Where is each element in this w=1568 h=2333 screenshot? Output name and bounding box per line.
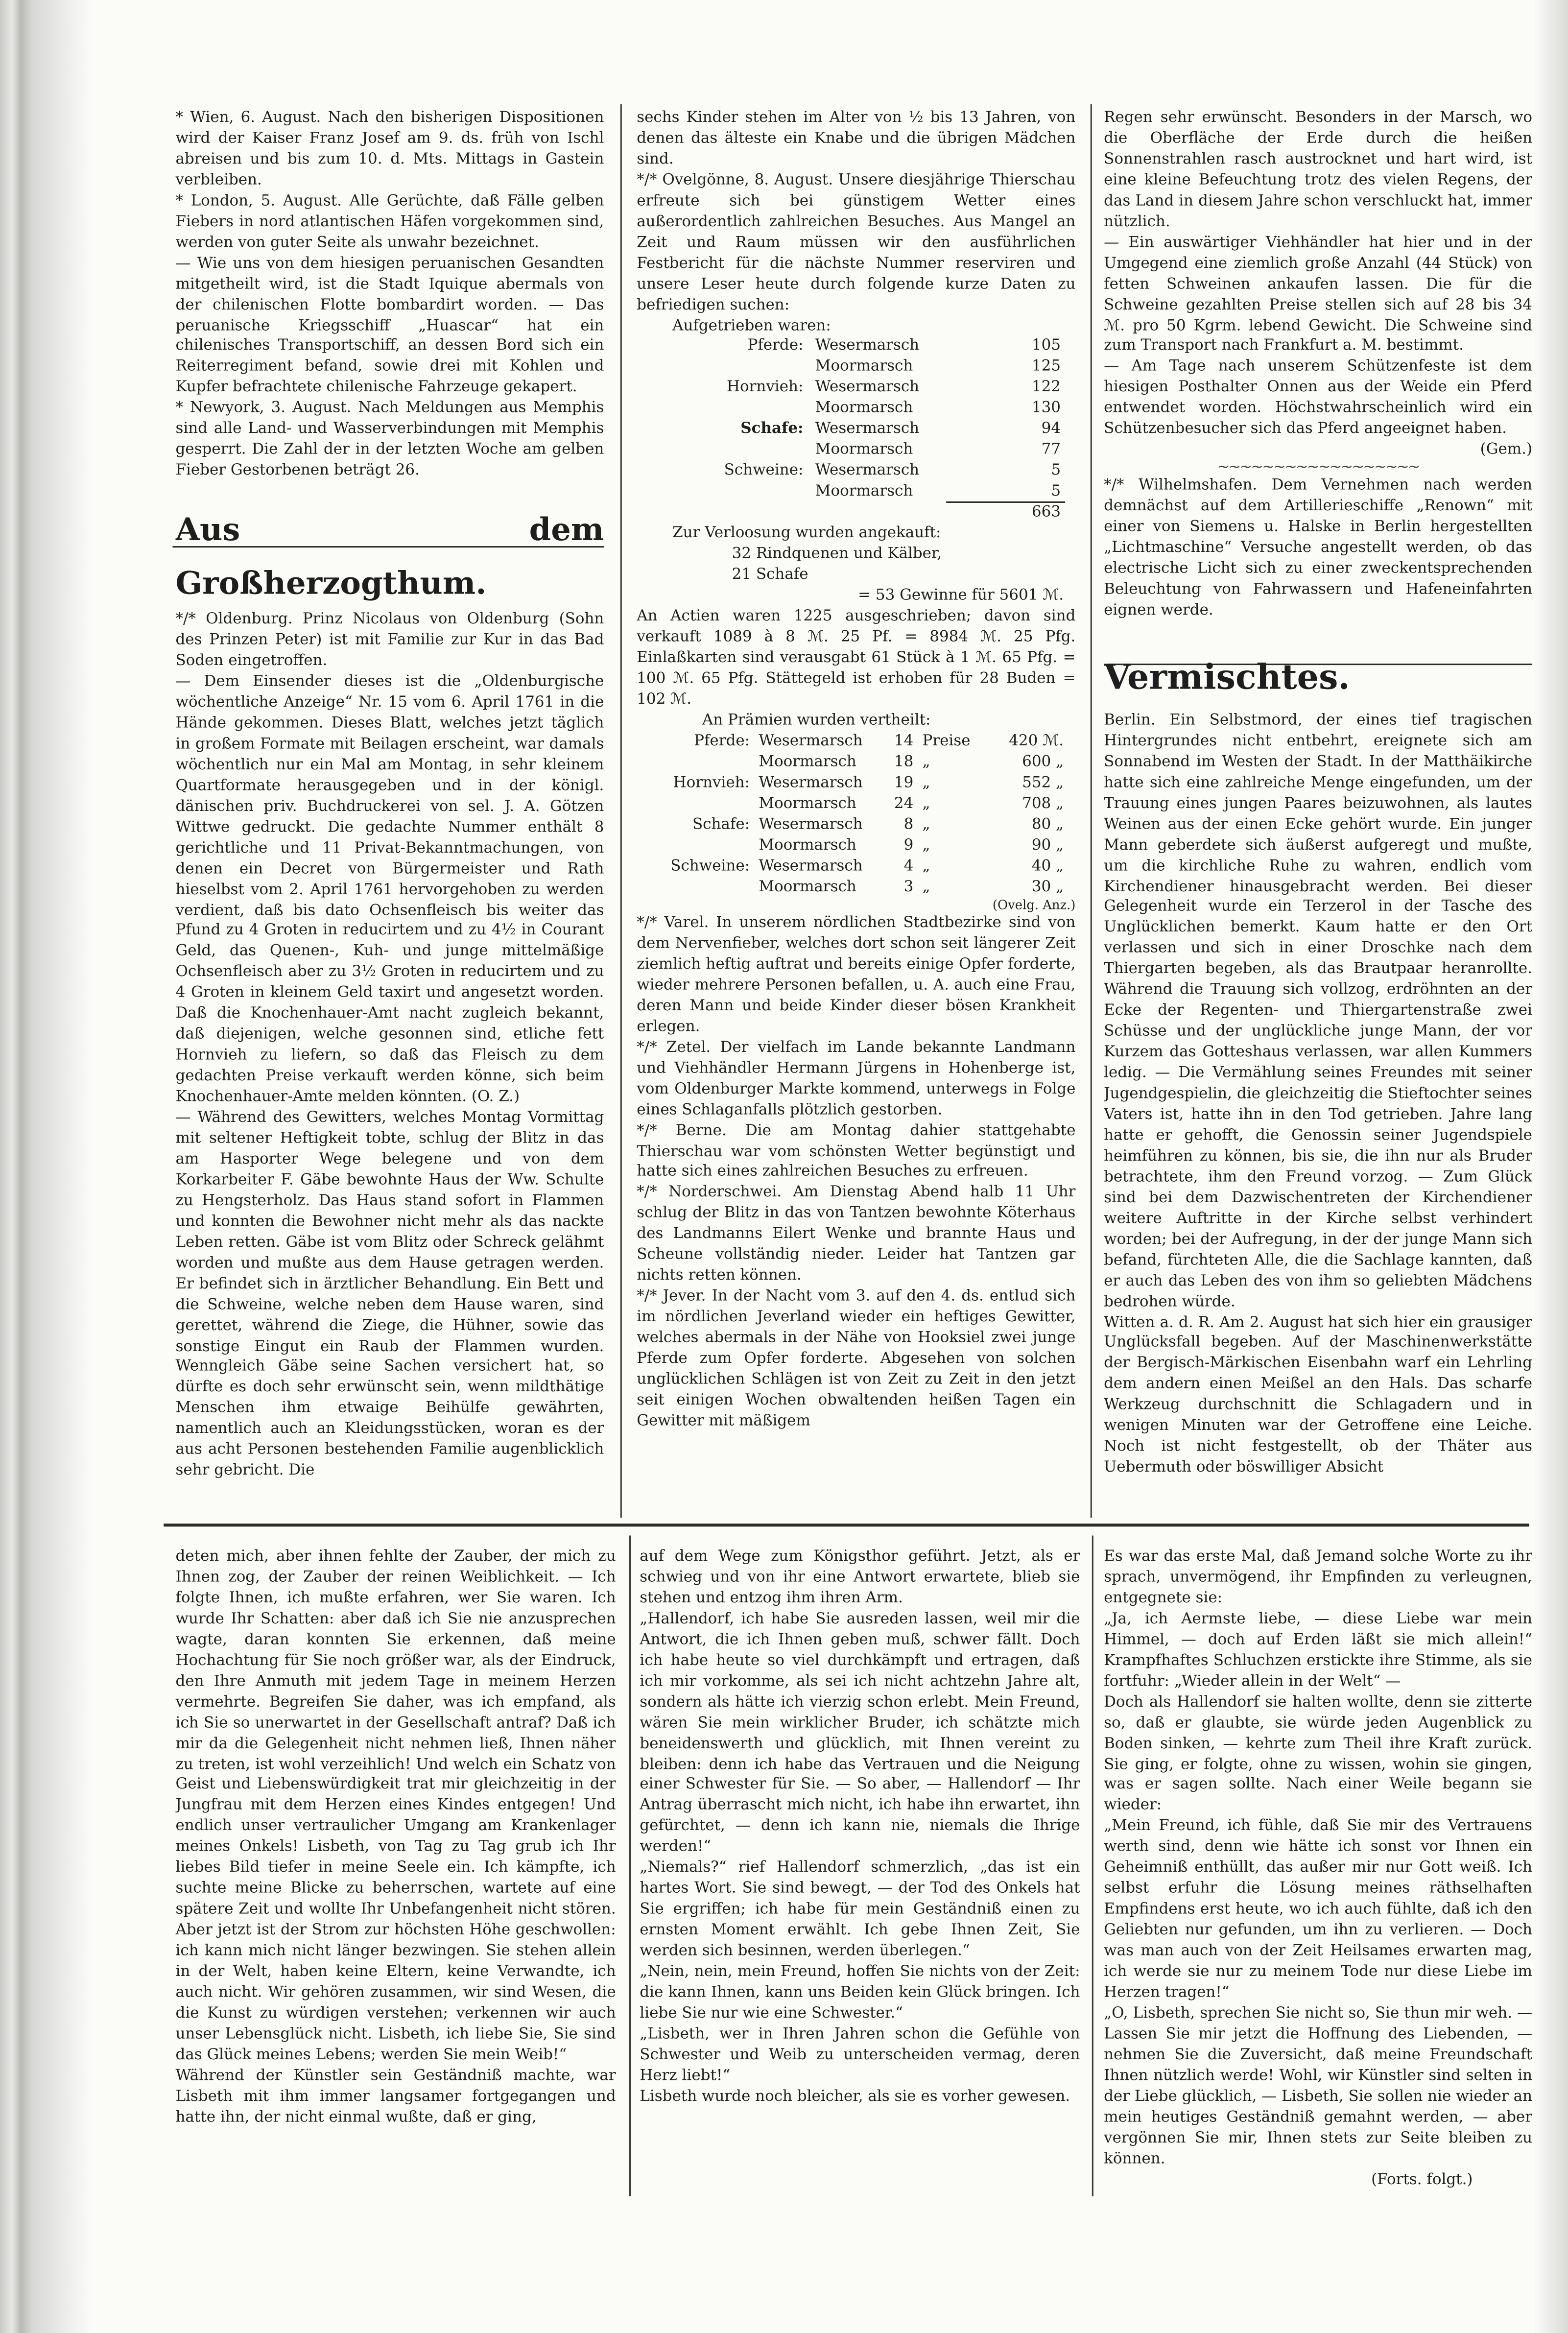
- auftrieb-region: Wesermarsch: [815, 463, 920, 480]
- news-berne: */* Berne. Die am Montag dahier stattgehabte Thierschau war vom schönsten Wetter begünstigt und hatte sich eines zahlreichen Besuches zu erfreuen.: [637, 1122, 1076, 1181]
- praemien-table: [637, 732, 1075, 899]
- praemien-value: 80 „: [1031, 817, 1064, 833]
- praemien-animal: Hornvieh:: [673, 775, 750, 792]
- book-page-edge-right: [1535, 0, 1568, 2333]
- column-rule-4: [629, 1536, 631, 2196]
- verloosung-rinder: 32 Rindquenen und Kälber,: [732, 547, 942, 563]
- feuilleton-column-1: [175, 1547, 616, 2196]
- praemien-value: 30 „: [1031, 879, 1064, 896]
- news-pferd: — Am Tage nach unserem Schützenfeste ist dem hiesigen Posthalter Onnen aus der Weide ein Pferd entwendet worden. Höchstwahrscheinlich wird ein Schützenbesucher sich das Pferd angeeignet haben.: [1104, 359, 1533, 438]
- praemien-count: 4: [903, 858, 914, 875]
- feuilleton-p3: auf dem Wege zum Königsthor geführt. Jetzt, als er schwieg und von ihr eine Antwort erwartete, blieb sie stehen und entzog ihm ihren Arm.: [640, 1548, 1080, 1607]
- feuilleton-p2: Während der Künstler sein Geständniß machte, war Lisbeth mit ihm immer langsamer fortgegangen und hatte ihn, der nicht einmal wußte, daß er ging,: [175, 2068, 616, 2126]
- praemien-unit: „: [922, 837, 930, 855]
- verloosung-schafe: 21 Schafe: [732, 567, 808, 584]
- auftrieb-title: Aufgetrieben waren:: [672, 317, 831, 334]
- news-berlin: Berlin. Ein Selbstmord, der eines tief tragischen Hintergrundes nicht entbehrt, ereignete sich am Sonnabend im Westen der Stadt. In der Matthäikirche hatte sich eine zahlreiche Menge eingefunden, um der Trauung eines jungen Paares beizuwohnen, als lautes Weinen aus der einen Ecke gehört wurde. Ein junger Mann geberdete sich äußerst aufgeregt und mußte, um die kirchliche Ruhe zu wahren, endlich vom Kirchendiener hinausgebracht werden. Bei dieser Gelegenheit wurde ein Terzerol in der Tasche des Unglücklichen bemerkt. Kaum hatte er den Ort verlassen und sich in einer Droschke nach dem Thiergarten begeben, als das Brautpaar heranrollte. Während die Trauung sich vollzog, erdröhnten an der Ecke der Regenten- und Thiergartenstraße zwei Schüsse und der unglückliche junge Mann, der vor Kurzem das Gotteshaus verlassen, war allen Kummers ledig. — Die Vermählung seines Freundes mit seiner Jugendgespielin, die gleichzeitig die Stieftochter seines Vaters ist, hatte ihn in den Tod getrieben. Jahre lang hatte er gehofft, die Genossin seiner Jugendspiele heimführen zu können, bis sie, die ihn nur als Bruder betrachtete, ihm den Freund vorzog. — Zum Glück sind bei dem Dazwischentreten der Kirchendiener weitere Auftritte in der Kirche selbst verhindert worden; bei der Aufregung, in der der junge Mann sich befand, fürchteten Alle, die die Sachlage kannten, daß er auch das Leben des von ihm so geliebten Mädchens bedrohen würde.: [1104, 712, 1533, 1310]
- praemien-title: An Prämien wurden vertheilt:: [702, 713, 931, 729]
- news-gewitter: — Während des Gewitters, welches Montag Vormittag mit seltener Heftigkeit tobte, schlug der Blitz in das am Hasporter Wege belegene und von dem Korkarbeiter F. Gäbe bewohnte Haus der Ww. Schulte zu Hengsterholz. Das Haus stand sofort in Flammen und konnten die Bewohner nicht mehr als das nackte Leben retten. Gäbe ist vom Blitz oder Schreck gelähmt worden und mußte aus dem Hause getragen werden. Er befindet sich in ärztlicher Behandlung. Ein Bett und die Schweine, welche neben dem Hause waren, sind gerettet, während die Ziege, die Hühner, sowie das sonstige Eingut ein Raub der Flammen wurden. Wenngleich Gäbe seine Sachen versichert hat, so dürfte es doch sehr erwünscht sein, wenn mildthätige Menschen ihm etwaige Beihülfe gewährten, namentlich auch an Kleidungsstücken, woran es der aus acht Personen bestehenden Familie augenblicklich sehr gebricht. Die: [175, 1110, 604, 1479]
- praemien-count: 19: [894, 775, 914, 792]
- praemien-count: 14: [894, 733, 914, 750]
- auftrieb-animal: Schweine:: [724, 463, 804, 480]
- wavy-separator: ~~~~~~~~~~~~~~~~~~: [1217, 460, 1419, 476]
- feuilleton-p9: Es war das erste Mal, daß Jemand solche Worte zu ihr sprach, unvermögend, ihr Empfinden zu verleugnen, entgegnete sie:: [1104, 1548, 1533, 1607]
- verloosung-title: Zur Verloosung wurden angekauft:: [672, 525, 941, 543]
- news-jever: */* Jever. In der Nacht vom 3. auf den 4. ds. entlud sich im nördlichen Jeverland wieder ein heftiges Gewitter, welches abermals in der Nähe von Hooksiel zwei junge Pferde zum Opfer forderte. Abgesehen von solchen unglücklichen Schlägen ist von Zeit zu Zeit in den jetzt seit einigen Wochen obwaltenden heißen Tagen ein Gewitter mit mäßigem: [637, 1288, 1076, 1430]
- praemien-region: Wesermarsch: [759, 858, 863, 875]
- news-norderschwei: */* Norderschwei. Am Dienstag Abend halb 11 Uhr schlug der Blitz in das von Tantzen bewohnte Köterhaus des Landmanns Eilert Wenke und brannte Haus und Scheune vollständig nieder. Leider hat Tantzen gar nichts retten können.: [637, 1185, 1076, 1285]
- auftrieb-count: 122: [1031, 380, 1061, 397]
- praemien-unit: „: [922, 817, 930, 833]
- news-london: * London, 5. August. Alle Gerüchte, daß Fälle gelben Fiebers in nord atlantischen Häfen vorgekommen sind, werden von guter Seite als unwahr bezeichnet.: [175, 193, 604, 251]
- praemien-region: Moormarsch: [759, 879, 856, 896]
- news-varel: */* Varel. In unserem nördlichen Stadtbezirke sind von dem Nervenfieber, welches dort schon seit längerer Zeit ziemlich heftig auftrat und bereits einige Opfer forderte, wieder mehrere Personen befallen, u. A. auch eine Frau, deren Mann und beide Kinder dieser bösen Krankheit erlegen.: [637, 915, 1076, 1035]
- feuilleton-p1: deten mich, aber ihnen fehlte der Zauber, der mich zu Ihnen zog, der Zauber der reinen Weiblichkeit. — Ich folgte Ihnen, ich mußte erfahren, wer Sie waren. Ich wurde Ihr Schatten: aber daß ich Sie nie anzusprechen wagte, daran konnten Sie erkennen, daß meine Hochachtung für Sie noch größer war, als der Eindruck, den Ihre Anmuth mit jedem Tage in meinem Herzen vermehrte. Begreifen Sie daher, was ich empfand, als ich Sie so unerwartet in der Gesellschaft antraf? Daß ich mir da die Gelegenheit nicht nehmen ließ, Ihnen näher zu treten, ist wohl verzeihlich! Und welch ein Schatz von Geist und Liebenswürdigkeit trat mir gleichzeitig in der Jungfrau mit dem Herzen eines Kindes entgegen! Und endlich unser vertraulicher Umgang am Krankenlager meines Onkels! Lisbeth, von Tag zu Tag grub ich Ihr liebes Bild tiefer in meine Seele ein. Ich kämpfte, ich suchte meine Blicke zu beherrschen, wartete auf eine spätere Zeit und wollte Ihr Unbefangenheit nicht stören. Aber jetzt ist der Strom zur höchsten Höhe geschwollen: ich kann mich nicht länger bezwingen. Sie stehen allein in der Welt, haben keine Eltern, keine Verwandte, ich auch nicht. Wir gehören zusammen, wir sind Wesen, die die Kunst zu würdigen verstehen; verkennen wir auch unser Lebensglück nicht. Lisbeth, ich liebe Sie, Sie sind das Glück meines Lebens; werden Sie mein Weib!“: [175, 1548, 616, 2064]
- auftrieb-region: Moormarsch: [815, 401, 913, 418]
- news-actien: An Actien waren 1225 ausgeschrieben; davon sind verkauft 1089 à 8 ℳ. 25 Pf. = 8984 ℳ. 25 Pfg. Einlaßkarten sind verausgabt 61 Stück à 1 ℳ. 65 Pfg. = 100 ℳ. 65 Pfg. Stättegeld ist erhoben für 28 Buden = 102 ℳ.: [637, 609, 1076, 709]
- praemien-region: Wesermarsch: [759, 817, 863, 833]
- news-anzeige-1761: — Dem Einsender dieses ist die „Oldenburgische wöchentliche Anzeige“ Nr. 15 vom 6. April 1761 in die Hände gekommen. Dieses Blatt, welches jetzt täglich in großem Formate mit Beilagen erscheint, war damals wöchentlich nur ein Mal am Montag, in sehr kleinem Quartformate herausgegeben und in der königl. dänischen priv. Buchdruckerei von sel. J. A. Götzen Wittwe gedruckt. Die gedachte Nummer enthält 8 gerichtliche und 11 Privat-Bekanntmachungen, von denen ein Decret von Bürgermeister und Rath hieselbst vom 2. April 1761 hervorgehoben zu werden verdient, daß bis dato Ochsenfleisch bis weiter das Pfund zu 4 Groten in reducirtem und zu 4½ in Courant Geld, das Quenen-, Kuh- und junge mittelmäßige Ochsenfleisch aber zu 3½ Groten in reducirtem und zu 4 Groten in kleinem Geld taxirt und angesetzt worden. Daß die Knochenhauer-Amt nacht zugleich bekannt, daß diejenigen, welche gesonnen sind, etliche fett Hornvieh zu liefern, so daß das Fleisch zu dem gedachten Preise verkauft werden könne, sich beim Knochenhauer-Amte melden könnten. (O. Z.): [175, 674, 604, 1106]
- news-kinder-cont: sechs Kinder stehen im Alter von ½ bis 13 Jahren, von denen das älteste ein Knabe und die übrigen Mädchen sind.: [637, 110, 1076, 168]
- praemien-unit: „: [922, 754, 930, 771]
- feuilleton-p6: „Nein, nein, mein Freund, hoffen Sie nichts von der Zeit: die kann Ihnen, kann uns Beiden kein Glück bringen. Ich liebe Sie nur wie eine Schwester.“: [640, 1964, 1080, 2022]
- news-vienna: * Wien, 6. August. Nach den bisherigen Dispositionen wird der Kaiser Franz Josef am 9. ds. früh von Ischl abreisen und bis zum 10. d. Mts. Mittags in Gastein verbleiben.: [175, 110, 604, 189]
- feuilleton-p10: „Ja, ich Aermste liebe, — diese Liebe war mein Himmel, — doch auf Erden läßt sie mich allein!“ Krampfhaftes Schluchzen erstickte ihre Stimme, als sie fortfuhr: „Wieder allein in der Welt“ —: [1104, 1611, 1533, 1690]
- auftrieb-region: Wesermarsch: [815, 422, 920, 438]
- feuilleton-column-3: [1104, 1547, 1532, 2196]
- feuilleton-p11: Doch als Hallendorf sie halten wollte, denn sie zitterte so, daß er glaubte, sie würde jeden Augenblick zu Boden sinken, — kehrte zum Theil ihre Kraft zurück. Sie ging, er folgte, ohne zu wissen, wohin sie gingen, was er sagen sollte. Nach einer Weile begann sie wieder:: [1104, 1694, 1533, 1815]
- praemien-count: 9: [903, 837, 914, 855]
- auftrieb-region: Moormarsch: [815, 442, 913, 459]
- feuilleton-p8: Lisbeth wurde noch bleicher, als sie es vorher gewesen.: [640, 2089, 1070, 2105]
- praemien-animal: Schweine:: [670, 858, 750, 875]
- praemien-count: 8: [903, 817, 914, 833]
- praemien-value: 708 „: [1022, 796, 1064, 812]
- news-ovelgoenne: */* Ovelgönne, 8. August. Unsere diesjährige Thierschau erfreute sich bei günstigem Wetter eines außerordentlich zahlreichen Besuches. Aus Mangel an Zeit und Raum müssen wir den ausführlichen Festbericht für die nächste Nummer reserviren und unsere Leser heute durch folgende kurze Daten zu befriedigen suchen:: [637, 172, 1076, 313]
- praemien-count: 24: [894, 796, 914, 812]
- feuilleton-divider: [164, 1524, 1529, 1526]
- auftrieb-table: [637, 337, 1075, 503]
- feuilleton-p4: „Hallendorf, ich habe Sie ausreden lassen, weil mir die Antwort, die ich Ihnen geben muß, schwer fällt. Doch ich habe heute so viel durchkämpft und ertragen, daß ich mir vorkomme, als sei ich nicht achtzehn Jahre alt, sondern als hätte ich vierzig schon erlebt. Mein Freund, wären Sie mein wirklicher Bruder, ich schätzte mich beneidenswerth und glücklich, mit Ihnen vereint zu bleiben: denn ich habe das Vertrauen und die Neigung einer Schwester für Sie. — So aber, — Hallendorf — Ihr Antrag überrascht mich nicht, ich habe ihn erwartet, ihn gefürchtet, — denn ich kann nie, niemals die Ihrige werden!“: [640, 1611, 1080, 1856]
- praemien-value: 40 „: [1031, 858, 1064, 875]
- column-2: [637, 109, 1075, 1513]
- column-rule-2: [1091, 104, 1092, 1518]
- praemien-unit: „: [922, 775, 930, 792]
- auftrieb-count: 5: [1051, 463, 1061, 480]
- fortsetzung-folgt: (Forts. folgt.): [1371, 2171, 1473, 2189]
- book-binding-left: [0, 0, 92, 2333]
- praemien-source: (Ovelg. Anz.): [992, 899, 1076, 914]
- auftrieb-region: Wesermarsch: [815, 380, 920, 397]
- praemien-value: 552 „: [1022, 775, 1064, 792]
- news-newyork: * Newyork, 3. August. Nach Meldungen aus Memphis sind alle Land- und Wasserverbindungen mit Memphis gesperrt. Die Zahl der in der letzten Woche am gelben Fieber Gestorbenen beträgt 26.: [175, 401, 604, 479]
- praemien-region: Moormarsch: [759, 754, 856, 771]
- auftrieb-animal: Hornvieh:: [727, 380, 804, 397]
- section-heading-grossherzogthum: Aus dem Großherzogthum.: [175, 510, 604, 601]
- news-viehhaendler: — Ein auswärtiger Viehhändler hat hier und in der Umgegend eine ziemlich große Anzahl (44 Stück) von fetten Schweinen ankaufen lassen. Die für die Schweine gezahlten Preise stellen sich auf 28 bis 34 ℳ. pro 50 Kgrm. lebend Gewicht. Die Schweine sind zum Transport nach Frankfurt a. M. bestimmt.: [1104, 235, 1533, 355]
- praemien-unit: „: [922, 858, 930, 875]
- news-zetel: */* Zetel. Der vielfach im Lande bekannte Landmann und Viehhändler Hermann Jürgens in Hohenberge ist, vom Oldenburger Markte kommend, unterwegs in Folge eines Schlaganfalls plötzlich gestorben.: [637, 1039, 1076, 1119]
- praemien-count: 3: [903, 879, 914, 896]
- auftrieb-animal: Pferde:: [747, 338, 804, 355]
- news-regen-cont: Regen sehr erwünscht. Besonders in der Marsch, wo die Oberfläche der Erde durch die heißen Sonnenstrahlen rasch austrocknet und hart wird, ist eine kleine Befeuchtung trotz des vielen Regens, der das Land in diesem Jahre schon verschluckt hat, immer nützlich.: [1104, 110, 1533, 231]
- praemien-unit: „: [922, 879, 930, 896]
- column-1: [175, 109, 604, 1513]
- praemien-animal: Pferde:: [694, 733, 750, 750]
- praemien-unit: Preise: [922, 733, 971, 750]
- auftrieb-count: 5: [1051, 484, 1061, 501]
- auftrieb-count: 77: [1041, 442, 1061, 459]
- source-gem: (Gem.): [1480, 442, 1533, 459]
- praemien-region: Moormarsch: [759, 796, 856, 812]
- column-3: [1104, 109, 1532, 1513]
- feuilleton-p5: „Niemals?“ rief Hallendorf schmerzlich, „das ist ein hartes Wort. Sie sind bewegt, — der Tod des Onkels hat Sie ergriffen; ich habe für mein Geständniß einen zu ernsten Moment erwählt. Ich gebe Ihnen Zeit, Sie werden sich besinnen, werden überlegen.“: [640, 1860, 1080, 1960]
- auftrieb-count: 105: [1031, 338, 1061, 355]
- auftrieb-region: Moormarsch: [815, 359, 913, 376]
- feuilleton-p7: „Lisbeth, wer in Ihren Jahren schon die Gefühle von Schwester und Weib zu unterscheiden vermag, deren Herz liebt!“: [640, 2026, 1080, 2085]
- auftrieb-region: Wesermarsch: [815, 338, 920, 355]
- column-rule-1: [620, 104, 622, 1518]
- praemien-count: 18: [894, 754, 914, 771]
- news-peru: — Wie uns von dem hiesigen peruanischen Gesandten mitgetheilt wird, ist die Stadt Iquique abermals von der chilenischen Flotte bombardirt worden. — Das peruanische Kriegsschiff „Huascar“ hat ein chilenisches Transportschiff, an dessen Bord sich ein Reiterregiment befand, sowie drei mit Kohlen und Kupfer befrachtete chilenische Fahrzeuge gekapert.: [175, 255, 604, 397]
- auftrieb-count: 94: [1041, 422, 1061, 438]
- column-rule-5: [1092, 1536, 1093, 2196]
- auftrieb-count: 125: [1031, 359, 1061, 376]
- auftrieb-region: Moormarsch: [815, 484, 913, 501]
- verloosung-gewinne: = 53 Gewinne für 5601 ℳ.: [858, 588, 1064, 605]
- praemien-value: 420 ℳ.: [1009, 733, 1064, 750]
- section-heading-vermischtes: Vermischtes.: [1104, 657, 1350, 698]
- auftrieb-total: 663: [1031, 505, 1061, 522]
- news-wilhelmshaven: */* Wilhelmshafen. Dem Vernehmen nach werden demnächst auf dem Artillerieschiffe „Renown“ mit einer von Siemens u. Halske in Berlin hergestellten „Lichtmaschine“ Versuche angestellt werden, ob das electrische Licht sich zu einer zweckentsprechenden Beleuchtung von Fahrwassern und Hafeneinfahrten eignen werde.: [1104, 477, 1533, 619]
- praemien-region: Moormarsch: [759, 837, 856, 855]
- feuilleton-p12: „Mein Freund, ich fühle, daß Sie mir des Vertrauens werth sind, denn wie hätte ich sonst vor Ihnen ein Geheimniß enthüllt, das außer mir nur Gott weiß. Ich selbst erfuhr die Lösung meines räthselhaften Empfindens erst heute, wo ich auch fühlte, daß ich den Geliebten nur gefunden, um ihn zu verlieren. — Doch was man auch von der Zeit Heilsames erwarten mag, ich werde sie nur zu meinem Tode nur diese Liebe im Herzen tragen!“: [1104, 1818, 1533, 2001]
- news-witten: Witten a. d. R. Am 2. August hat sich hier ein grausiger Unglücksfall begeben. Auf der Maschinenwerkstätte der Bergisch-Märkischen Eisenbahn warf ein Lehrling dem andern einen Meißel an den Hals. Das scharfe Werkzeug durchschnitt die Schlagadern und in wenigen Minuten war der Getroffene eine Leiche. Noch ist nicht festgestellt, ob der Thäter aus Uebermuth oder böswilliger Absicht: [1104, 1314, 1533, 1476]
- news-oldenburg: */* Oldenburg. Prinz Nicolaus von Oldenburg (Sohn des Prinzen Peter) ist mit Familie zur Kur in das Bad Soden eingetroffen.: [175, 612, 604, 670]
- feuilleton-column-2: [640, 1547, 1080, 2196]
- praemien-value: 600 „: [1022, 754, 1064, 771]
- praemien-animal: Schafe:: [692, 817, 750, 833]
- praemien-unit: „: [922, 796, 930, 812]
- praemien-value: 90 „: [1031, 837, 1064, 855]
- praemien-region: Wesermarsch: [759, 733, 863, 750]
- praemien-region: Wesermarsch: [759, 775, 863, 792]
- auftrieb-count: 130: [1031, 401, 1061, 418]
- feuilleton-p13: „O, Lisbeth, sprechen Sie nicht so, Sie thun mir weh. — Lassen Sie mir jetzt die Hoffnung des Liebenden, — nehmen Sie die Zuversicht, daß meine Freundschaft Ihnen nützlich werde! Wohl, wir Künstler sind selten in der Liebe glücklich, — Lisbeth, Sie sollen nie wieder an mein heutiges Geständniß gemahnt werden, — aber vergönnen Sie mir, Ihnen stets zur Seite bleiben zu können.: [1104, 2005, 1533, 2167]
- auftrieb-animal: Schafe:: [740, 420, 804, 438]
